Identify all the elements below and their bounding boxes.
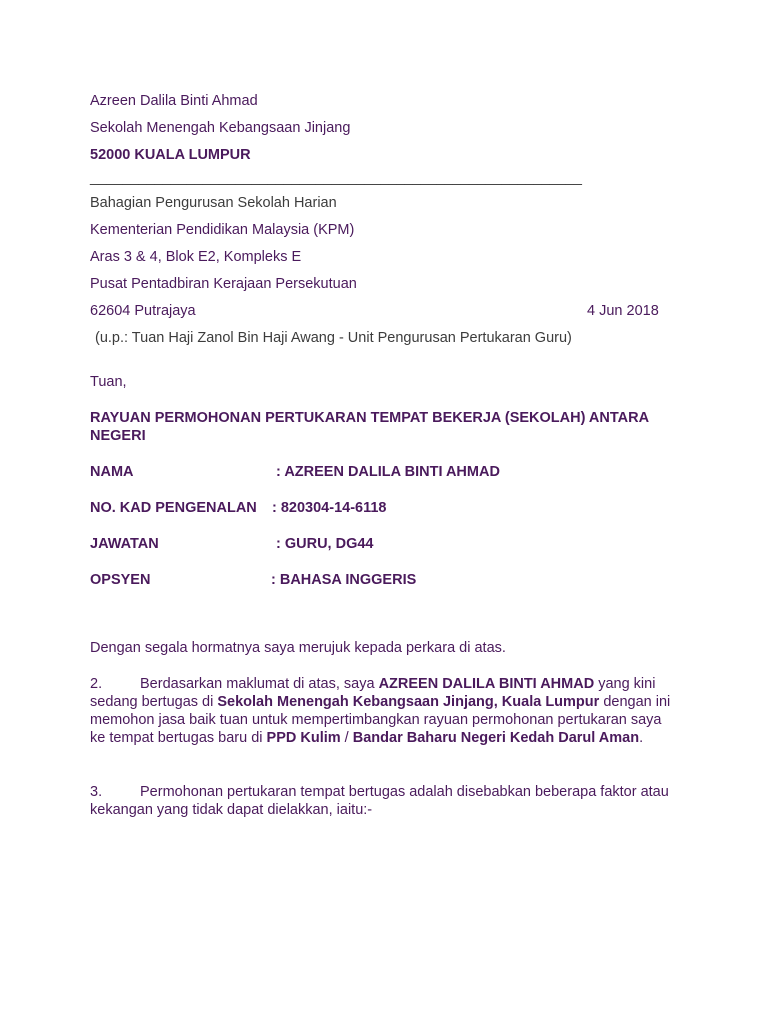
paragraph-3-number: 3. [90,784,103,800]
paragraph-2-number: 2. [90,676,103,692]
field-value-nama: : AZREEN DALILA BINTI AHMAD [276,464,500,480]
paragraph-2-text-4: / [340,730,353,746]
letter-date: 4 Jun 2018 [587,303,659,319]
subject-line-2: NEGERI [90,428,146,444]
recipient-line-5: 62604 Putrajaya [90,303,196,319]
sender-name: Azreen Dalila Binti Ahmad [90,93,258,109]
current-school: Sekolah Menengah Kebangsaan Jinjang, Kuala Lumpur [217,694,600,710]
field-label-opsyen: OPSYEN [90,572,151,588]
opening-sentence: Dengan segala hormatnya saya merujuk kepada perkara di atas. [90,640,506,656]
field-value-jawatan: : GURU, DG44 [276,536,374,552]
field-label-ic: NO. KAD PENGENALAN [90,500,257,516]
target-district: PPD Kulim [266,730,341,746]
paragraph-3-text: Permohonan pertukaran tempat bertugas adalah disebabkan beberapa faktor atau kekangan yang tidak dapat dielakkan, iaitu:- [90,784,669,818]
recipient-line-4: Pusat Pentadbiran Kerajaan Persekutuan [90,276,357,292]
sender-school: Sekolah Menengah Kebangsaan Jinjang [90,120,351,136]
field-label-nama: NAMA [90,464,134,480]
sender-postcode: 52000 KUALA LUMPUR [90,147,251,163]
paragraph-2-text-1: Berdasarkan maklumat di atas, saya [140,676,379,692]
recipient-line-3: Aras 3 & 4, Blok E2, Kompleks E [90,249,302,265]
salutation: Tuan, [90,374,127,390]
field-label-jawatan: JAWATAN [90,536,159,552]
recipient-line-2: Kementerian Pendidikan Malaysia (KPM) [90,222,355,238]
paragraph-2 [90,675,680,747]
field-value-ic: : 820304-14-6118 [272,500,387,516]
applicant-name: AZREEN DALILA BINTI AHMAD [378,676,595,692]
target-area: Bandar Baharu Negeri Kedah Darul Aman [352,730,640,746]
paragraph-2-text-5: . [639,730,644,746]
paragraph-3 [90,783,680,819]
attention-line: (u.p.: Tuan Haji Zanol Bin Haji Awang - Unit Pengurusan Pertukaran Guru) [95,330,572,346]
recipient-line-1: Bahagian Pengurusan Sekolah Harian [90,195,337,211]
field-value-opsyen: : BAHASA INGGERIS [271,572,417,588]
subject-line-1: RAYUAN PERMOHONAN PERTUKARAN TEMPAT BEKERJA (SEKOLAH) ANTARA [90,410,650,426]
separator-line: _____________________________________________________________ [90,170,582,186]
paragraph-2-text-2: yang kini sedang bertugas di [90,676,656,710]
paragraph-2-text-3: dengan ini memohon jasa baik tuan untuk mempertimbangkan rayuan permohonan pertukaran saya ke tempat bertugas baru di [90,694,671,746]
